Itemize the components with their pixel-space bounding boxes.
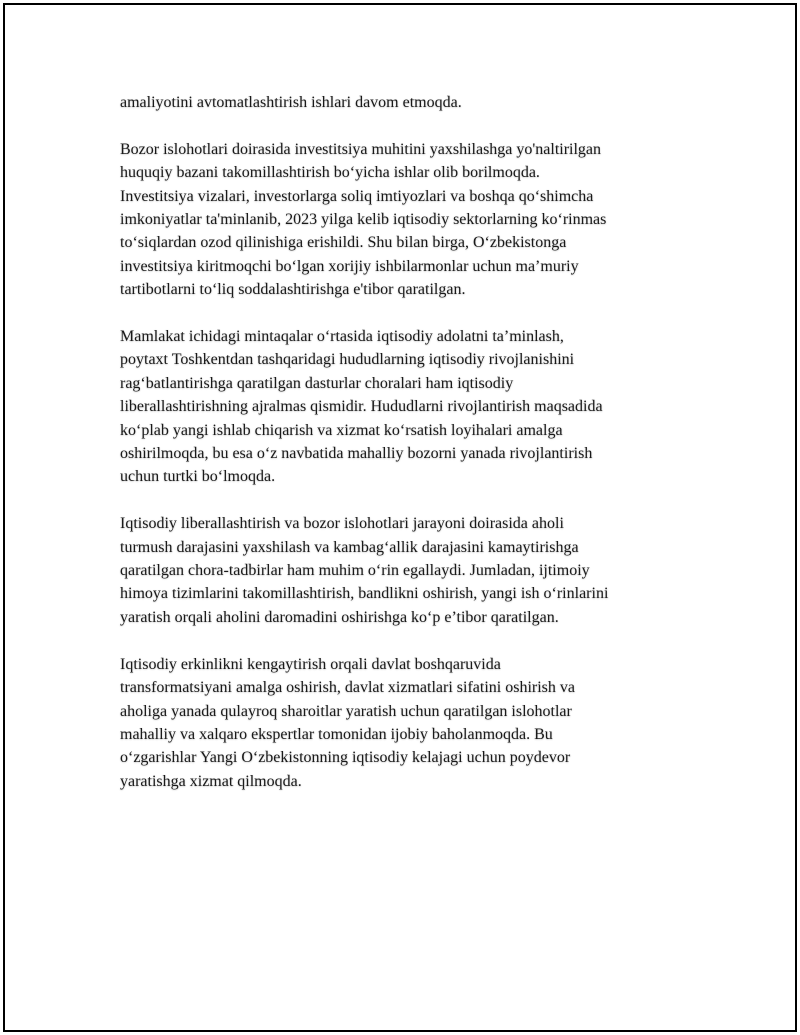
- text-line: Investitsiya vizalari, investorlarga soliq imtiyozlari va boshqa qo‘shimcha: [120, 187, 594, 205]
- paragraph-4: [120, 512, 695, 629]
- text-line: to‘siqlardan ozod qilinishiga erishildi. Shu bilan birga, O‘zbekistonga: [120, 234, 567, 252]
- document-page: [3, 3, 797, 1032]
- text-line: rag‘batlantirishga qaratilgan dasturlar choralari ham iqtisodiy: [120, 374, 514, 392]
- text-line: ko‘plab yangi ishlab chiqarish va xizmat ko‘rsatish loyihalari amalga: [120, 421, 563, 439]
- text-line: imkoniyatlar ta'minlanib, 2023 yilga kelib iqtisodiy sektorlarning ko‘rinmas: [120, 211, 607, 229]
- text-line: uchun turtki bo‘lmoqda.: [120, 468, 276, 486]
- text-line: poytaxt Toshkentdan tashqaridagi hududlarning iqtisodiy rivojlanishini: [120, 351, 575, 369]
- text-line: oshirilmoqda, bu esa o‘z navbatida mahalliy bozorni yanada rivojlantirish: [120, 445, 593, 463]
- document-body: [120, 91, 695, 817]
- text-line: Bozor islohotlari doirasida investitsiya muhitini yaxshilashga yo'naltirilgan: [120, 140, 602, 158]
- text-line: yaratishga xizmat qilmoqda.: [120, 772, 302, 790]
- text-line: o‘zgarishlar Yangi O‘zbekistonning iqtisodiy kelajagi uchun poydevor: [120, 749, 571, 767]
- text-line: Iqtisodiy liberallashtirish va bozor islohotlari jarayoni doirasida aholi: [120, 515, 564, 533]
- text-line: Mamlakat ichidagi mintaqalar o‘rtasida iqtisodiy adolatni ta’minlash,: [120, 328, 564, 346]
- text-line: yaratish orqali aholini daromadini oshirishga ko‘p e’tibor qaratilgan.: [120, 608, 559, 626]
- text-line: himoya tizimlarini takomillashtirish, bandlikni oshirish, yangi ish o‘rinlarini: [120, 585, 609, 603]
- text-line: investitsiya kiritmoqchi bo‘lgan xorijiy ishbilarmonlar uchun ma’muriy: [120, 257, 579, 275]
- paragraph-5: [120, 653, 695, 793]
- text-line: Iqtisodiy erkinlikni kengaytirish orqali davlat boshqaruvida: [120, 655, 501, 673]
- text-line: amaliyotini avtomatlashtirish ishlari davom etmoqda.: [120, 94, 462, 111]
- text-line: mahalliy va xalqaro ekspertlar tomonidan ijobiy baholanmoqda. Bu: [120, 725, 553, 743]
- text-line: tartibotlarni to‘liq soddalashtirishga e'tibor qaratilgan.: [120, 281, 466, 299]
- paragraph-3: [120, 325, 695, 489]
- text-line: huquqiy bazani takomillashtirish bo‘yicha ishlar olib borilmoqda.: [120, 164, 540, 182]
- text-line: aholiga yanada qulayroq sharoitlar yaratish uchun qaratilgan islohotlar: [120, 702, 572, 720]
- text-line: liberallashtirishning ajralmas qismidir. Hududlarni rivojlantirish maqsadida: [120, 398, 603, 416]
- text-line: turmush darajasini yaxshilash va kambag‘allik darajasini kamaytirishga: [120, 538, 579, 556]
- paragraph-2: [120, 138, 695, 302]
- text-line: qaratilgan chora-tadbirlar ham muhim o‘rin egallaydi. Jumladan, ijtimoiy: [120, 562, 590, 580]
- text-line: transformatsiyani amalga oshirish, davlat xizmatlari sifatini oshirish va: [120, 679, 575, 697]
- paragraph-1: [120, 91, 695, 114]
